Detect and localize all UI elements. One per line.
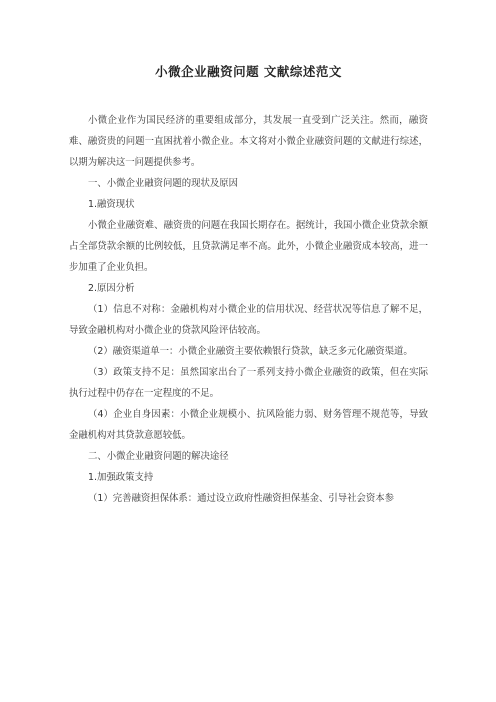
body-paragraph: 小微企业融资难、融资贵的问题在我国长期存在。据统计，我国小微企业贷款余额占全部贷款余额的比例较低，且贷款满足率不高。此外，小微企业融资成本较高，进一步加重了企业负担。 — [69, 220, 428, 273]
section-heading-2: 二、小微企业融资问题的解决途径 — [88, 451, 229, 462]
list-item-paragraph: （1）完善融资担保体系：通过设立政府性融资担保基金、引导社会资本参 — [88, 493, 394, 504]
document-title: 小微企业融资问题 文献综述范文 — [155, 64, 342, 79]
subsection-heading-1-1: 1.融资现状 — [88, 199, 135, 210]
subsection-heading-1-2: 2.原因分析 — [88, 283, 135, 294]
list-item-paragraph: （3）政策支持不足：虽然国家出台了一系列支持小微企业融资的政策，但在实际执行过程中仍存在一定程度的不足。 — [69, 367, 428, 399]
intro-paragraph: 小微企业作为国民经济的重要组成部分，其发展一直受到广泛关注。然而，融资难、融资贵的问题一直困扰着小微企业。本文将对小微企业融资问题的文献进行综述，以期为解决这一问题提供参考。 — [69, 115, 428, 168]
subsection-heading-2-1: 1.加强政策支持 — [88, 472, 154, 483]
list-item-paragraph: （1）信息不对称：金融机构对小微企业的信用状况、经营状况等信息了解不足，导致金融机构对小微企业的贷款风险评估较高。 — [69, 304, 428, 336]
section-heading-1: 一、小微企业融资问题的现状及原因 — [88, 178, 239, 189]
list-item-paragraph: （4）企业自身因素：小微企业规模小、抗风险能力弱、财务管理不规范等，导致金融机构对其贷款意愿较低。 — [69, 409, 428, 441]
list-item-paragraph: （2）融资渠道单一：小微企业融资主要依赖银行贷款，缺乏多元化融资渠道。 — [88, 346, 413, 357]
